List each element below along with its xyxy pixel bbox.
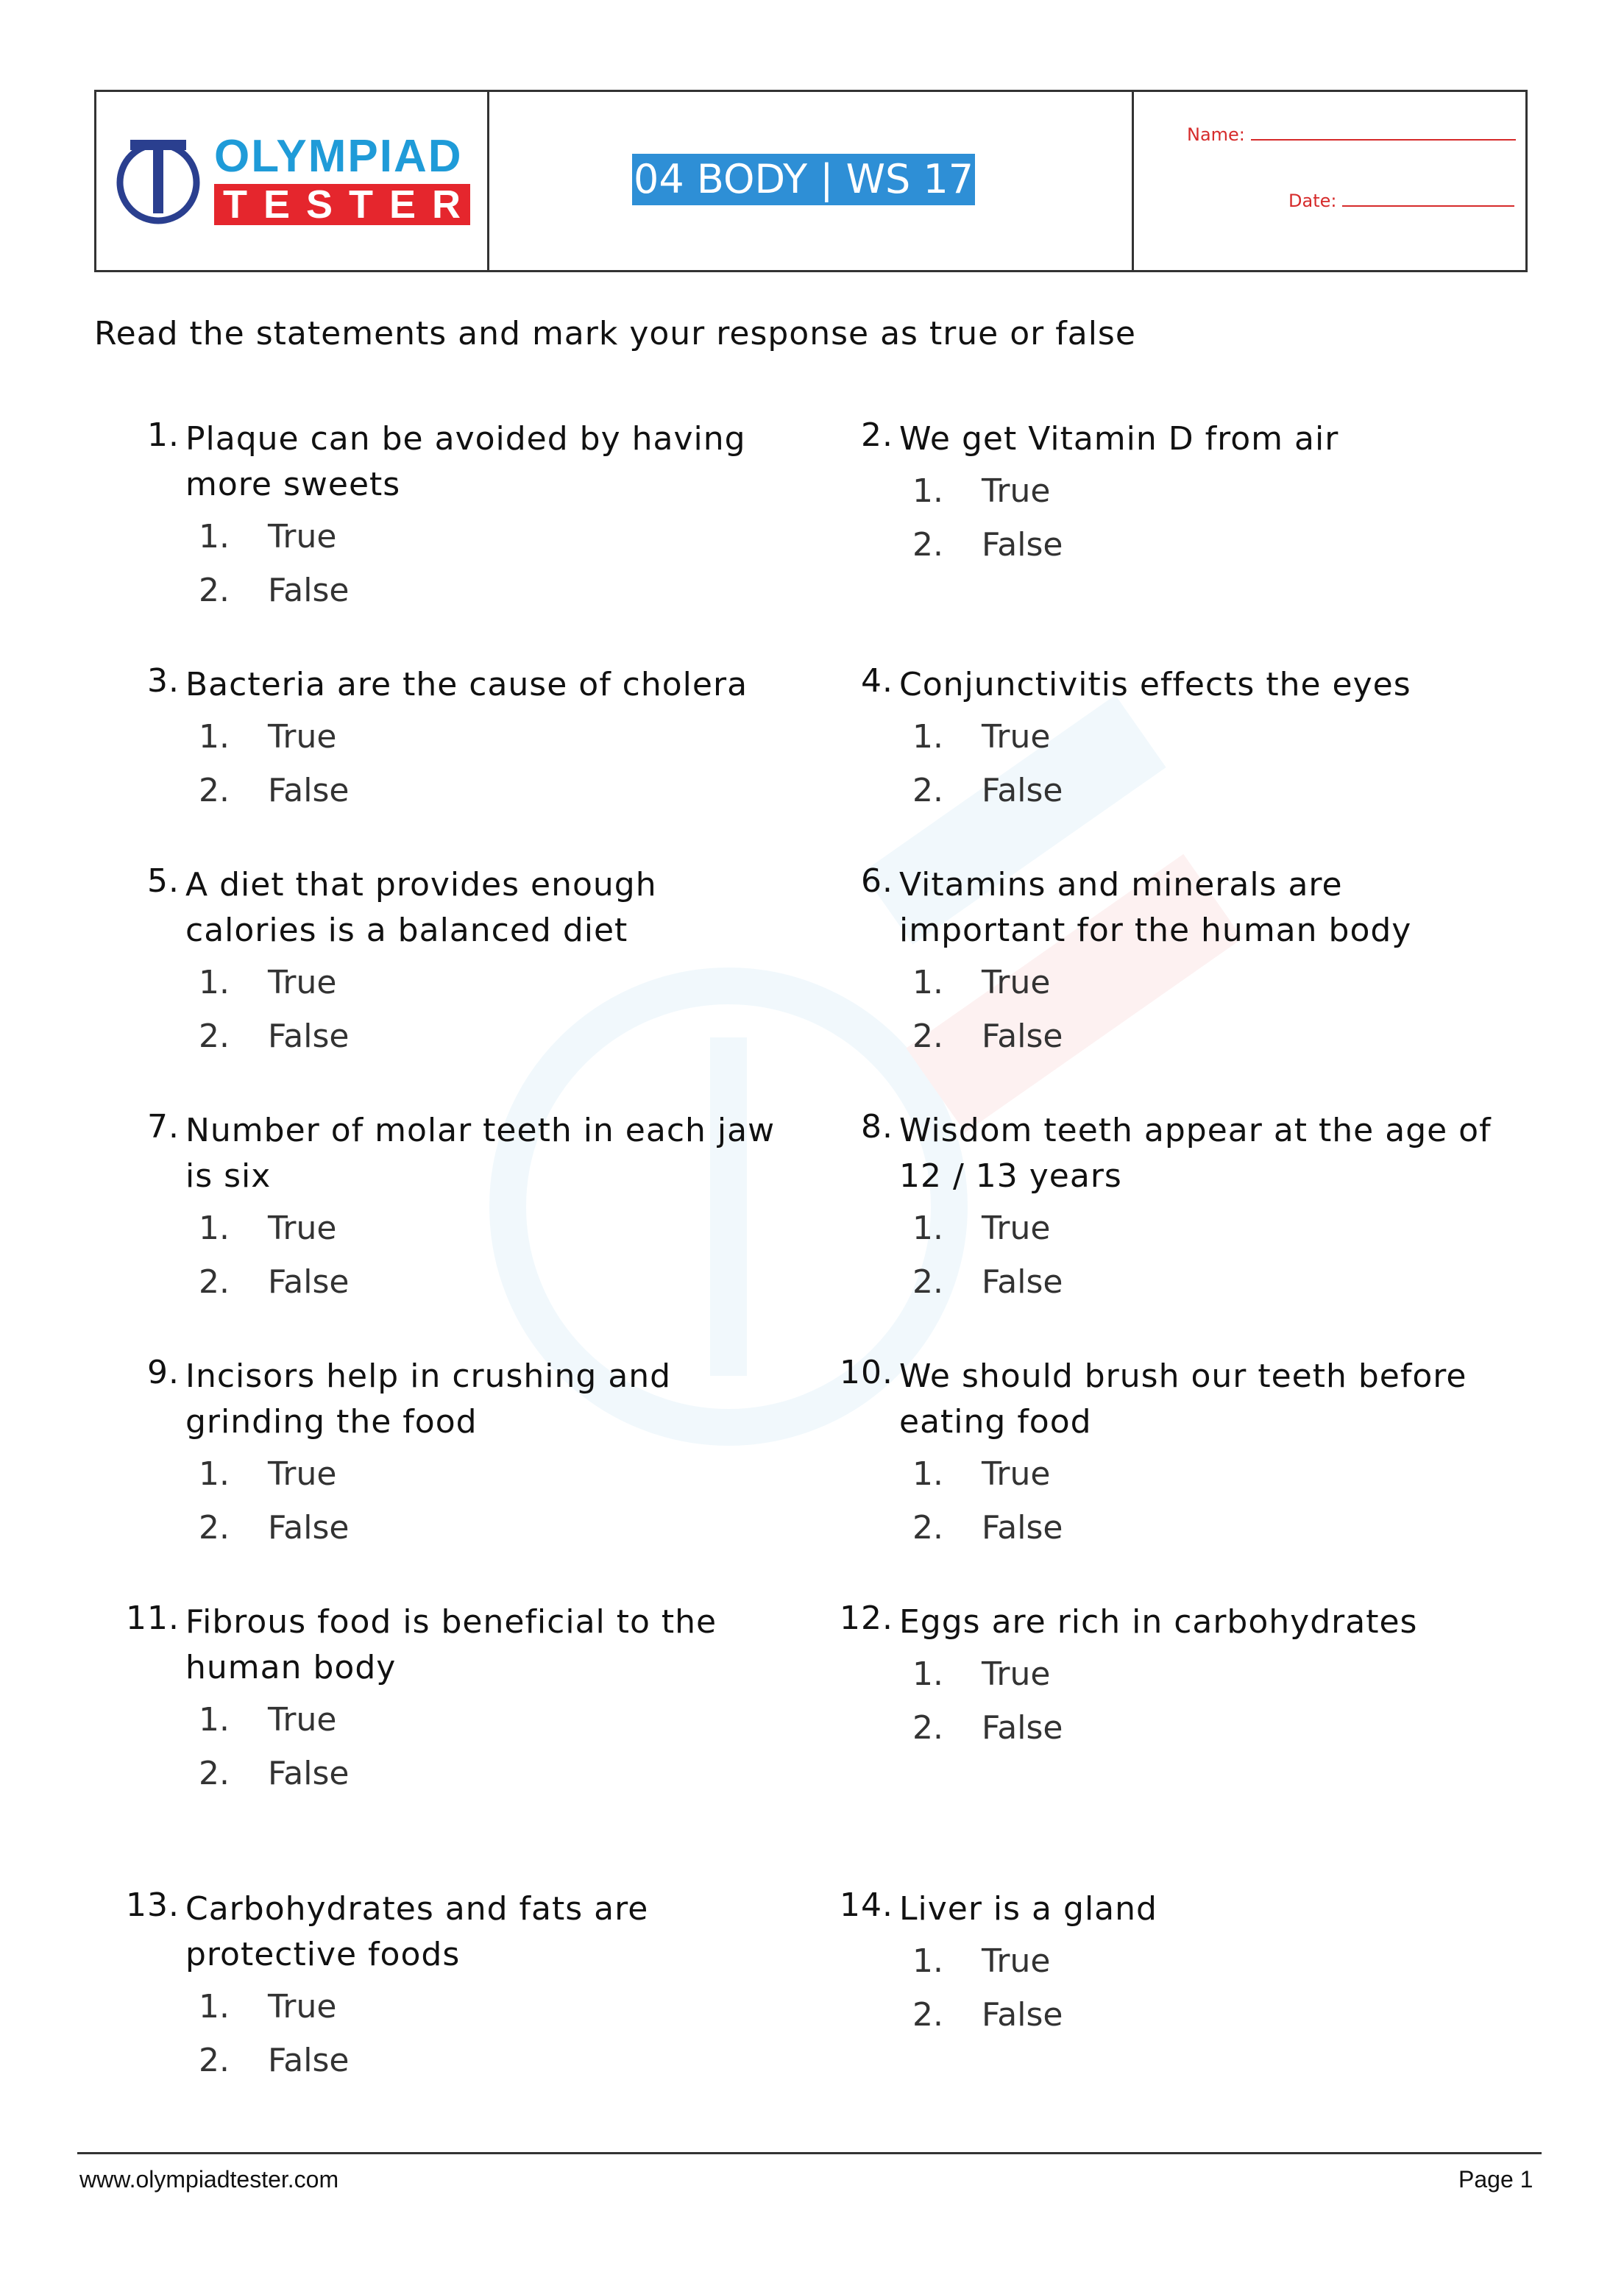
brand-name-bottom: TESTER: [214, 184, 470, 225]
question-number: 1.: [147, 416, 180, 454]
question-text: We should brush our teeth before eating food: [899, 1357, 1467, 1441]
option-list: [185, 1455, 349, 1563]
footer-divider: [77, 2152, 1542, 2154]
date-field[interactable]: [1288, 191, 1514, 211]
question-number: 5.: [147, 862, 180, 900]
option-true[interactable]: 1. True: [912, 472, 1051, 510]
option-true[interactable]: 1. True: [912, 718, 1051, 756]
option-list: [899, 472, 1063, 580]
option-false[interactable]: 2. False: [199, 1263, 350, 1301]
option-true[interactable]: 1. True: [199, 1210, 337, 1247]
question-number: 7.: [147, 1108, 180, 1146]
option-list: [185, 518, 349, 625]
question-number: 4.: [861, 662, 893, 700]
option-list: [899, 1210, 1063, 1317]
question-text: Number of molar teeth in each jaw is six: [185, 1112, 776, 1195]
olympiad-tester-logo-icon: [114, 132, 202, 228]
question-number: 6.: [861, 862, 893, 900]
date-line[interactable]: [1342, 205, 1514, 207]
option-list: [185, 1988, 349, 2095]
option-false[interactable]: 2. False: [912, 1509, 1063, 1547]
footer-website: www.olympiadtester.com: [79, 2166, 339, 2193]
question-text: Liver is a gland: [899, 1890, 1157, 1928]
question-number: 3.: [147, 662, 180, 700]
name-field[interactable]: [1187, 124, 1516, 145]
option-false[interactable]: 2. False: [912, 526, 1063, 564]
title-cell: [489, 92, 1134, 270]
brand-name-top: OLYMPIAD: [214, 131, 463, 182]
question-text: Vitamins and minerals are important for the human body: [899, 866, 1412, 949]
name-line[interactable]: [1251, 139, 1516, 141]
option-list: [899, 1455, 1063, 1563]
question-text: Incisors help in crushing and grinding the food: [185, 1357, 672, 1441]
option-true[interactable]: 1. True: [199, 1455, 337, 1493]
question-number: 14.: [840, 1886, 893, 1924]
option-list: [185, 1210, 349, 1317]
question-number: 2.: [861, 416, 893, 454]
option-true[interactable]: 1. True: [199, 1988, 337, 2026]
question-text: Wisdom teeth appear at the age of 12 / 13 years: [899, 1112, 1492, 1195]
option-true[interactable]: 1. True: [912, 1455, 1051, 1493]
option-false[interactable]: 2. False: [912, 772, 1063, 809]
meta-cell: [1134, 92, 1525, 270]
question-number: 11.: [126, 1600, 180, 1637]
option-list: [899, 1942, 1063, 2050]
footer-page-number: Page 1: [1458, 2166, 1533, 2193]
option-true[interactable]: 1. True: [912, 1942, 1051, 1980]
option-list: [185, 718, 349, 826]
option-list: [185, 964, 349, 1071]
question-text: Carbohydrates and fats are protective foods: [185, 1890, 649, 1973]
question-number: 10.: [840, 1354, 893, 1391]
question-text: Eggs are rich in carbohydrates: [899, 1603, 1418, 1641]
question-text: Fibrous food is beneficial to the human body: [185, 1603, 717, 1686]
question-text: A diet that provides enough calories is a balanced diet: [185, 866, 657, 949]
option-list: [899, 964, 1063, 1071]
option-true[interactable]: 1. True: [199, 964, 337, 1001]
option-true[interactable]: 1. True: [199, 718, 337, 756]
option-list: [899, 718, 1063, 826]
worksheet-header: [94, 90, 1528, 272]
option-false[interactable]: 2. False: [912, 1263, 1063, 1301]
question-text: Plaque can be avoided by having more sweets: [185, 420, 746, 503]
worksheet-title: 04 BODY | WS 17: [632, 154, 975, 205]
question-text: Conjunctivitis effects the eyes: [899, 666, 1411, 703]
option-false[interactable]: 2. False: [199, 572, 350, 609]
question-number: 9.: [147, 1354, 180, 1391]
question-number: 13.: [126, 1886, 180, 1924]
option-true[interactable]: 1. True: [912, 1655, 1051, 1693]
question-text: We get Vitamin D from air: [899, 420, 1339, 458]
option-list: [899, 1655, 1063, 1763]
option-list: [185, 1701, 349, 1808]
logo-cell: [96, 92, 489, 270]
date-label: Date:: [1288, 191, 1337, 211]
option-false[interactable]: 2. False: [912, 1996, 1063, 2034]
option-false[interactable]: 2. False: [912, 1018, 1063, 1055]
question-number: 12.: [840, 1600, 893, 1637]
instructions: Read the statements and mark your response as true or false: [94, 315, 1136, 352]
option-true[interactable]: 1. True: [912, 1210, 1051, 1247]
option-true[interactable]: 1. True: [199, 1701, 337, 1739]
option-false[interactable]: 2. False: [199, 1755, 350, 1792]
question-text: Bacteria are the cause of cholera: [185, 666, 748, 703]
option-true[interactable]: 1. True: [199, 518, 337, 555]
option-false[interactable]: 2. False: [199, 1509, 350, 1547]
name-label: Name:: [1187, 124, 1245, 145]
option-false[interactable]: 2. False: [199, 772, 350, 809]
option-false[interactable]: 2. False: [199, 2042, 350, 2079]
option-true[interactable]: 1. True: [912, 964, 1051, 1001]
option-false[interactable]: 2. False: [912, 1709, 1063, 1747]
question-number: 8.: [861, 1108, 893, 1146]
option-false[interactable]: 2. False: [199, 1018, 350, 1055]
